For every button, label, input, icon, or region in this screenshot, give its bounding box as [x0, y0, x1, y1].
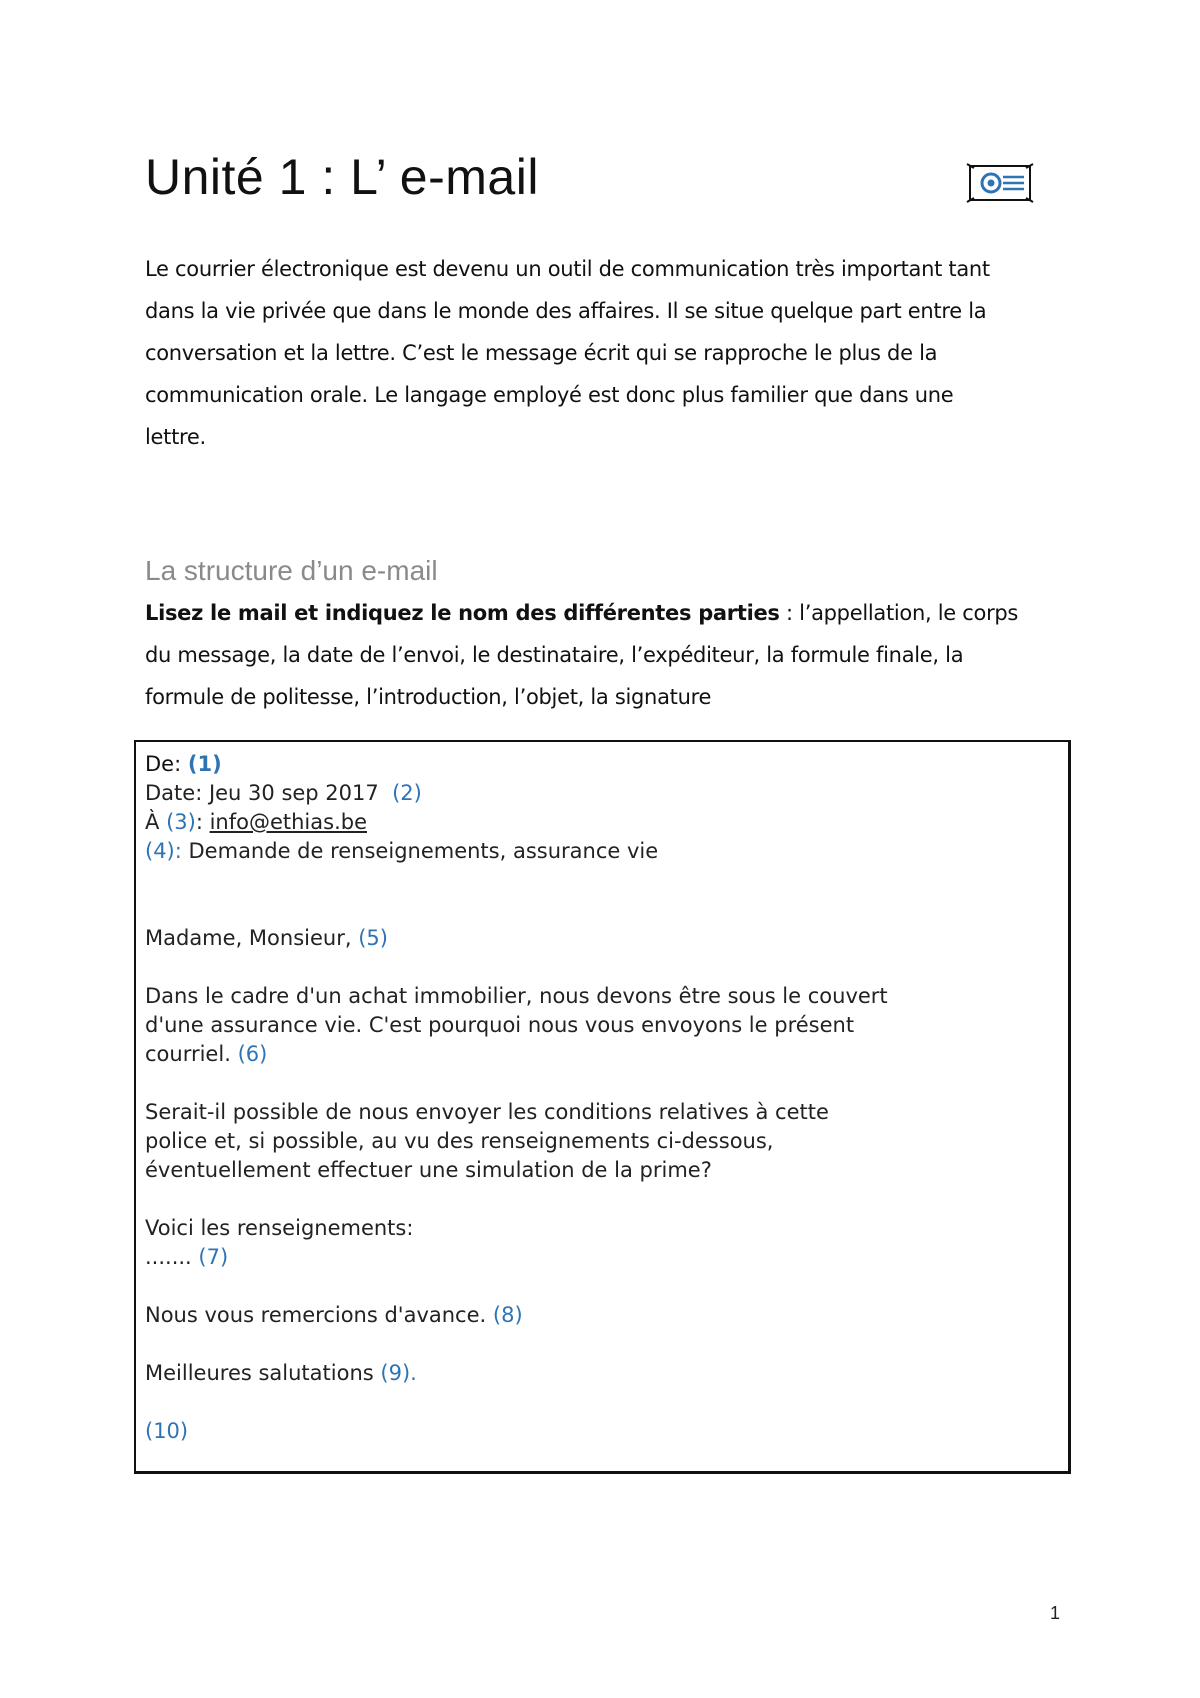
- intro-paragraph: [145, 248, 1075, 458]
- email-info-dots: .......: [145, 1245, 192, 1269]
- email-info-num: (7): [198, 1245, 229, 1269]
- email-greeting-num: (5): [358, 926, 388, 950]
- email-to-address-link[interactable]: info@ethias.be: [209, 810, 367, 834]
- email-info-label: Voici les renseignements:: [145, 1216, 414, 1240]
- email-subject-row: [145, 839, 658, 863]
- email-body-line: éventuellement effectuer une simulation de la prime?: [145, 1158, 712, 1182]
- email-closing-row: [145, 1361, 417, 1385]
- email-to-row: [145, 810, 367, 834]
- intro-line: dans la vie privée que dans le monde des affaires. Il se situe quelque part entre la: [145, 299, 987, 323]
- email-date-num: (2): [392, 781, 422, 805]
- email-greeting-row: [145, 926, 388, 950]
- instructions-line1: : l’appellation, le corps: [779, 601, 1019, 625]
- email-subject: Demande de renseignements, assurance vie: [188, 839, 659, 863]
- intro-line: lettre.: [145, 425, 206, 449]
- email-date: Date: Jeu 30 sep 2017: [145, 781, 379, 805]
- email-closing-end: .: [410, 1361, 417, 1385]
- email-subject-num: (4):: [145, 839, 182, 863]
- email-body-line: police et, si possible, au vu des renseignements ci-dessous,: [145, 1129, 774, 1153]
- intro-line: conversation et la lettre. C’est le message écrit qui se rapproche le plus de la: [145, 341, 938, 365]
- email-signature-num: (10): [145, 1419, 189, 1443]
- email-to-sep: :: [195, 810, 203, 834]
- instructions-line3: formule de politesse, l’introduction, l’objet, la signature: [145, 685, 712, 709]
- instructions-bold: Lisez le mail et indiquez le nom des différentes parties: [145, 601, 780, 625]
- email-info-row: [145, 1245, 228, 1269]
- email-from-label: De:: [145, 752, 182, 776]
- email-intro-line: courriel.: [145, 1042, 231, 1066]
- email-intro-line: d'une assurance vie. C'est pourquoi nous vous envoyons le présent: [145, 1013, 855, 1037]
- email-greeting: Madame, Monsieur,: [145, 926, 352, 950]
- email-from-row: [145, 752, 222, 776]
- email-signature-row: [145, 1419, 188, 1443]
- email-box: [134, 740, 1071, 1474]
- instructions-paragraph: [145, 592, 1085, 718]
- email-intro-line: Dans le cadre d'un achat immobilier, nous devons être sous le couvert: [145, 984, 888, 1008]
- intro-line: Le courrier électronique est devenu un outil de communication très important tant: [145, 257, 990, 281]
- email-from-num: (1): [187, 752, 222, 776]
- email-closing: Meilleures salutations: [145, 1361, 374, 1385]
- section-heading: La structure d’un e-mail: [145, 555, 438, 586]
- email-closing-num: (9): [380, 1361, 411, 1385]
- email-thanks: Nous vous remercions d'avance.: [145, 1303, 487, 1327]
- email-thanks-num: (8): [492, 1303, 523, 1327]
- page-number: 1: [1050, 1603, 1061, 1623]
- email-thanks-row: [145, 1303, 523, 1327]
- email-body-line: Serait-il possible de nous envoyer les conditions relatives à cette: [145, 1100, 829, 1124]
- email-intro-num: (6): [237, 1042, 268, 1066]
- instructions-line2: du message, la date de l’envoi, le destinataire, l’expéditeur, la formule finale, la: [145, 643, 964, 667]
- email-date-row: [145, 781, 422, 805]
- intro-line: communication orale. Le langage employé est donc plus familier que dans une: [145, 383, 954, 407]
- email-intro-last-row: [145, 1042, 267, 1066]
- email-to-prefix: À: [145, 810, 160, 834]
- page-title: Unité 1 : L’ e-mail: [145, 149, 539, 205]
- email-to-num: (3): [166, 810, 196, 834]
- email-envelope-icon: [966, 162, 1034, 204]
